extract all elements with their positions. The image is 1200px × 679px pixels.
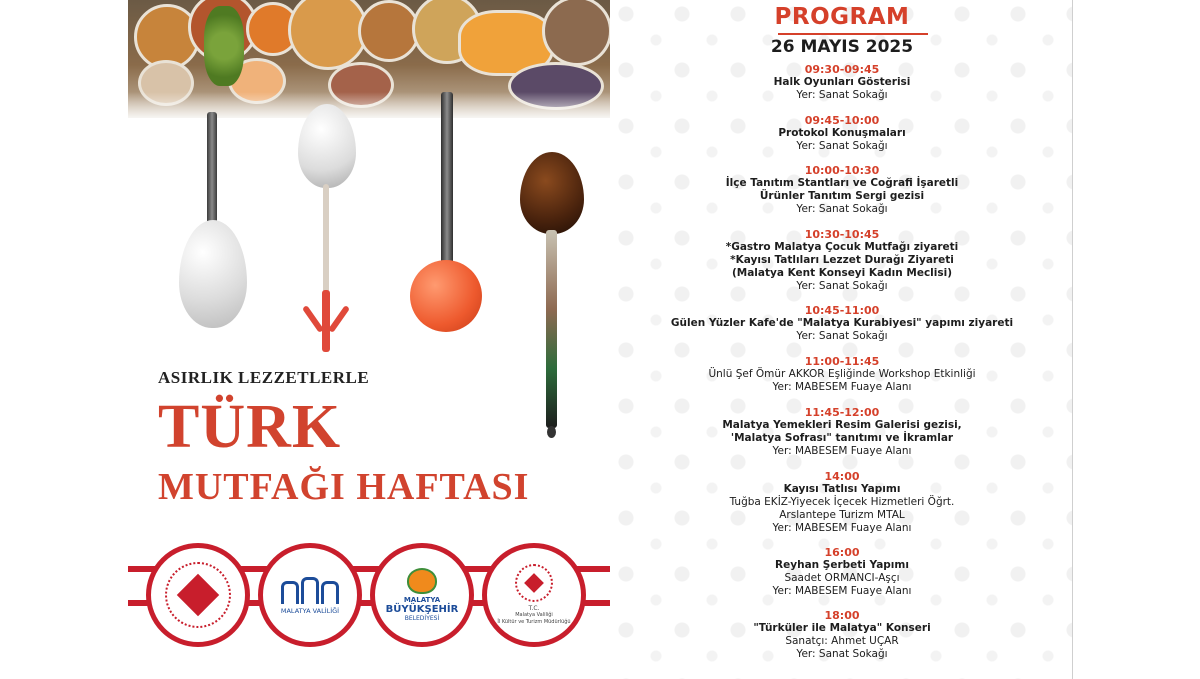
malatya-valiligi-logo — [258, 543, 362, 647]
event-place: Yer: Sanat Sokağı — [796, 203, 888, 215]
amber-spoon-image — [406, 92, 486, 338]
event-place: Yer: Sanat Sokağı — [796, 280, 888, 292]
poster-title-line-2: MUTFAĞI HAFTASI — [158, 466, 530, 508]
program-event — [612, 470, 1072, 535]
event-place: Yer: MABESEM Fuaye Alanı — [772, 381, 912, 393]
event-time: 16:00 — [824, 546, 860, 559]
mudurluk-line-1: T.C. — [528, 605, 540, 612]
mudurluk-emblem-icon — [515, 564, 553, 602]
event-title-cont: 'Malatya Sofrası" tanıtımı ve İkramlar — [730, 432, 954, 444]
event-title: Kayısı Tatlısı Yapımı — [783, 483, 901, 495]
poster-subtitle: ASIRLIK LEZZETLERLE — [158, 368, 370, 387]
event-place: Yer: Sanat Sokağı — [796, 648, 888, 660]
event-place: Yer: MABESEM Fuaye Alanı — [772, 445, 912, 457]
event-place: Yer: Sanat Sokağı — [796, 330, 888, 342]
event-presenter: Tuğba EKİZ-Yiyecek İçecek Hizmetleri Öğrt. — [729, 496, 955, 508]
ministry-emblem-icon — [165, 562, 231, 628]
apricot-heart-icon — [407, 568, 437, 594]
event-title-cont: (Malatya Kent Konseyi Kadın Meclisi) — [731, 267, 953, 279]
event-place: Yer: MABESEM Fuaye Alanı — [772, 522, 912, 534]
poster-title-line-1: TÜRK — [158, 393, 342, 461]
tortoiseshell-spoon-image — [518, 152, 588, 442]
ministry-logo — [146, 543, 250, 647]
event-title: Halk Oyunları Gösterisi — [773, 76, 911, 88]
belediye-line-1: MALATYA — [403, 596, 441, 604]
program-event — [612, 406, 1072, 458]
mudurluk-line-2: Malatya Valiliği — [515, 612, 553, 618]
event-title: "Türküler ile Malatya" Konseri — [753, 622, 931, 634]
event-title: Reyhan Şerbeti Yapımı — [775, 559, 909, 571]
program-panel — [612, 0, 1073, 679]
event-time: 10:00-10:30 — [804, 164, 880, 177]
program-event — [612, 546, 1072, 598]
belediye-line-2: BÜYÜKŞEHİR — [385, 604, 459, 615]
event-title-cont: *Kayısı Tatlıları Lezzet Durağı Ziyareti — [730, 254, 954, 266]
coral-spoon-image — [296, 104, 360, 360]
event-title: Protokol Konuşmaları — [778, 127, 906, 139]
event-time: 09:45-10:00 — [804, 114, 880, 127]
event-presenter: Sanatçı: Ahmet UÇAR — [785, 635, 899, 647]
mudurluk-line-3: İl Kültür ve Turizm Müdürlüğü — [497, 619, 571, 625]
event-title: *Gastro Malatya Çocuk Mutfağı ziyareti — [725, 241, 959, 253]
event-presenter: Saadet ORMANCI-Aşçı — [784, 572, 900, 584]
event-title-cont: Ürünler Tanıtım Sergi gezisi — [759, 190, 925, 202]
program-event — [612, 164, 1072, 216]
pearl-spoon-image — [176, 112, 256, 332]
valilik-name: MALATYA VALİLİĞİ — [280, 606, 340, 615]
program-event — [612, 114, 1072, 153]
event-poster — [128, 0, 610, 679]
event-time: 09:30-09:45 — [804, 63, 880, 76]
program-event — [612, 609, 1072, 661]
program-event — [612, 355, 1072, 394]
belediye-line-3: BELEDİYESİ — [404, 615, 440, 622]
event-time: 11:45-12:00 — [804, 406, 880, 419]
food-collage-image — [128, 0, 610, 118]
event-title: Malatya Yemekleri Resim Galerisi gezisi, — [722, 419, 962, 431]
event-time: 10:45-11:00 — [804, 304, 880, 317]
program-event — [612, 228, 1072, 293]
kultur-turizm-mudurlugu-logo — [482, 543, 586, 647]
program-title: PROGRAM — [774, 4, 910, 30]
malatya-buyuksehir-logo — [370, 543, 474, 647]
event-title: Gülen Yüzler Kafe'de "Malatya Kurabiyesi" yapımı ziyareti — [670, 317, 1014, 329]
event-time: 11:00-11:45 — [804, 355, 880, 368]
event-time: 18:00 — [824, 609, 860, 622]
valilik-emblem-icon — [281, 576, 339, 604]
program-date: 26 MAYIS 2025 — [770, 37, 914, 57]
program-event — [612, 304, 1072, 343]
event-place: Yer: Sanat Sokağı — [796, 89, 888, 101]
event-time: 14:00 — [824, 470, 860, 483]
event-place: Yer: Sanat Sokağı — [796, 140, 888, 152]
event-time: 10:30-10:45 — [804, 228, 880, 241]
event-title: İlçe Tanıtım Stantları ve Coğrafi İşaretli — [725, 177, 959, 189]
program-event — [612, 63, 1072, 102]
event-place: Yer: MABESEM Fuaye Alanı — [772, 585, 912, 597]
event-title: Ünlü Şef Ömür AKKOR Eşliğinde Workshop Etkinliği — [708, 368, 976, 380]
event-presenter-org: Arslantepe Turizm MTAL — [779, 509, 905, 521]
program-title-underline — [778, 33, 928, 35]
